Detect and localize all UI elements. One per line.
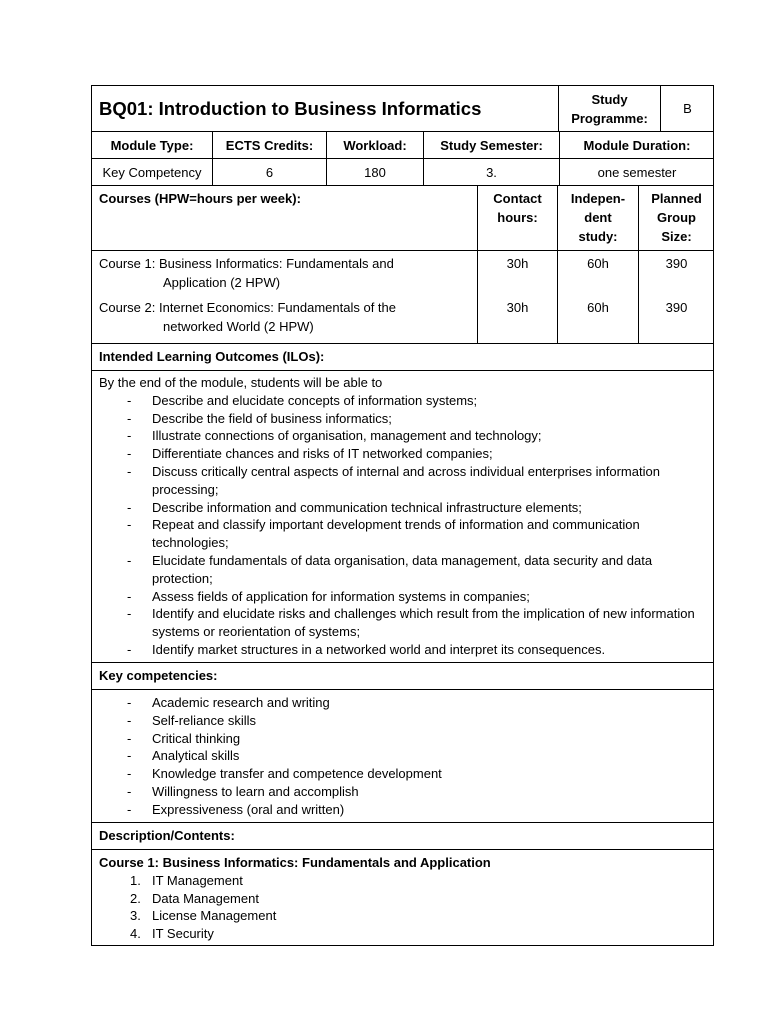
key-competencies-header-row <box>91 663 714 690</box>
study-programme-label-cell <box>558 86 660 131</box>
list-dash: - <box>127 463 132 479</box>
list-item <box>99 765 707 783</box>
list-dash: - <box>127 588 132 604</box>
list-number: 4. <box>130 926 141 942</box>
list-item-text: Analytical skills <box>152 748 240 764</box>
list-dash: - <box>127 517 132 533</box>
list-item-text: Illustrate connections of organisation, management and technology; <box>152 428 542 444</box>
description-list <box>99 872 707 943</box>
list-dash: - <box>127 428 132 444</box>
course-2-contact: 30h <box>506 300 529 315</box>
list-item-text: Describe the field of business informatics; <box>152 410 392 426</box>
header-workload: Workload: <box>326 132 423 158</box>
list-item-text: Knowledge transfer and competence development <box>152 766 442 782</box>
list-item <box>99 552 707 588</box>
independent-study-column <box>557 251 638 343</box>
list-item-text: Describe and elucidate concepts of information systems; <box>152 392 478 408</box>
course-1-line1: Course 1: Business Informatics: Fundamentals and <box>99 256 394 271</box>
study-programme-value: B <box>660 86 714 131</box>
list-item <box>99 516 707 552</box>
list-item-text: Differentiate chances and risks of IT networked companies; <box>152 446 493 462</box>
key-competencies-list <box>99 694 707 819</box>
list-item-text: Self-reliance skills <box>152 712 257 728</box>
list-item-text: Elucidate fundamentals of data organisation, data management, data security and data protection; <box>152 552 653 586</box>
description-header: Description/Contents: <box>99 828 235 843</box>
course-1-group: 390 <box>665 256 688 271</box>
list-item <box>99 907 707 925</box>
list-number: 2. <box>130 890 141 906</box>
header-module-duration: Module Duration: <box>559 132 714 158</box>
value-module-type: Key Competency <box>102 165 202 180</box>
module-title: BQ01: Introduction to Business Informatics <box>99 98 482 119</box>
course-2-line2: networked World (2 HPW) <box>163 319 314 334</box>
ilos-header: Intended Learning Outcomes (ILOs): <box>99 349 325 364</box>
list-item <box>99 730 707 748</box>
description-course-title: Course 1: Business Informatics: Fundamentals and Application <box>99 855 491 870</box>
list-item-text: Willingness to learn and accomplish <box>152 783 359 799</box>
list-dash: - <box>127 801 132 817</box>
courses-body-row <box>91 251 714 344</box>
list-item <box>99 410 707 428</box>
key-competencies-content <box>99 694 707 819</box>
list-item <box>99 801 707 819</box>
course-1-independent: 60h <box>587 256 609 271</box>
list-item <box>99 463 707 499</box>
courses-header: Courses (HPW=hours per week): <box>99 191 301 206</box>
list-item <box>99 641 707 659</box>
ilos-content <box>99 374 707 659</box>
col-planned-group-size-label: Planned Group Size: <box>651 191 702 244</box>
list-dash: - <box>127 766 132 782</box>
list-item <box>99 427 707 445</box>
list-dash: - <box>127 446 132 462</box>
list-number: 1. <box>130 872 141 888</box>
course-2-line1: Course 2: Internet Economics: Fundamentals of the <box>99 300 396 315</box>
list-item <box>99 747 707 765</box>
list-dash: - <box>127 748 132 764</box>
list-item <box>99 872 707 890</box>
list-dash: - <box>127 606 132 622</box>
info-header-row <box>91 132 714 159</box>
list-item-text: Identify and elucidate risks and challenges which result from the implication of new information systems or reorientation of systems; <box>152 606 695 640</box>
value-study-semester: 3. <box>423 159 559 185</box>
course-list <box>99 254 474 336</box>
list-item <box>99 712 707 730</box>
course-1-line2: Application (2 HPW) <box>163 275 281 290</box>
ilos-intro: By the end of the module, students will be able to <box>99 375 383 390</box>
description-header-row <box>91 823 714 850</box>
key-competencies-header: Key competencies: <box>99 668 218 683</box>
list-dash: - <box>127 499 132 515</box>
list-item <box>99 392 707 410</box>
list-dash: - <box>127 712 132 728</box>
list-dash: - <box>127 695 132 710</box>
header-module-type: Module Type: <box>110 138 194 153</box>
key-competencies-body-row <box>91 690 714 823</box>
list-item <box>99 925 707 943</box>
ilos-header-row <box>91 344 714 371</box>
list-item <box>99 605 707 641</box>
value-workload: 180 <box>326 159 423 185</box>
list-item <box>99 588 707 606</box>
list-dash: - <box>127 392 132 408</box>
course-2-independent: 60h <box>587 300 609 315</box>
list-item-text: IT Management <box>152 872 243 888</box>
list-item-text: IT Security <box>152 926 214 942</box>
list-item-text: Expressiveness (oral and written) <box>152 801 345 817</box>
course-2-group: 390 <box>665 300 688 315</box>
list-item-text: Repeat and classify important development trends of information and communication technologies; <box>152 517 640 551</box>
list-item-text: Academic research and writing <box>152 695 330 710</box>
description-body-row <box>91 850 714 946</box>
contact-hours-column <box>477 251 557 343</box>
list-item-text: Data Management <box>152 890 259 906</box>
list-number: 3. <box>130 908 141 924</box>
list-item <box>99 499 707 517</box>
value-module-duration: one semester <box>559 159 714 185</box>
col-contact-hours <box>477 186 557 250</box>
courses-header-row <box>91 186 714 251</box>
list-item <box>99 694 707 712</box>
list-item-text: Describe information and communication technical infrastructure elements; <box>152 499 582 515</box>
title-row <box>91 85 714 132</box>
list-item-text: Identify market structures in a networked world and interpret its consequences. <box>152 641 606 657</box>
list-dash: - <box>127 552 132 568</box>
col-independent-study-label: Indepen-dent study: <box>570 191 626 244</box>
course-1 <box>99 254 474 292</box>
list-item <box>99 783 707 801</box>
list-item-text: License Management <box>152 908 277 924</box>
list-dash: - <box>127 783 132 799</box>
list-item-text: Assess fields of application for information systems in companies; <box>152 588 530 604</box>
header-study-semester: Study Semester: <box>423 132 559 158</box>
list-dash: - <box>127 730 132 746</box>
header-ects-credits: ECTS Credits: <box>212 132 326 158</box>
list-item-text: Critical thinking <box>152 730 241 746</box>
list-item-text: Discuss critically central aspects of internal and across individual enterprises information processing; <box>152 463 660 497</box>
module-description-table <box>91 85 714 946</box>
list-dash: - <box>127 641 132 657</box>
study-programme-label: Study Programme: <box>571 92 648 126</box>
list-dash: - <box>127 410 132 426</box>
list-item <box>99 890 707 908</box>
ilos-list <box>99 392 707 659</box>
ilos-body-row <box>91 371 714 663</box>
list-item <box>99 445 707 463</box>
col-independent-study <box>557 186 638 250</box>
group-size-column <box>638 251 714 343</box>
col-planned-group-size <box>638 186 714 250</box>
value-ects-credits: 6 <box>212 159 326 185</box>
description-content <box>99 854 707 943</box>
info-value-row <box>91 159 714 186</box>
course-1-contact: 30h <box>506 256 529 271</box>
course-2 <box>99 298 474 336</box>
col-contact-hours-label: Contact hours: <box>493 191 542 225</box>
